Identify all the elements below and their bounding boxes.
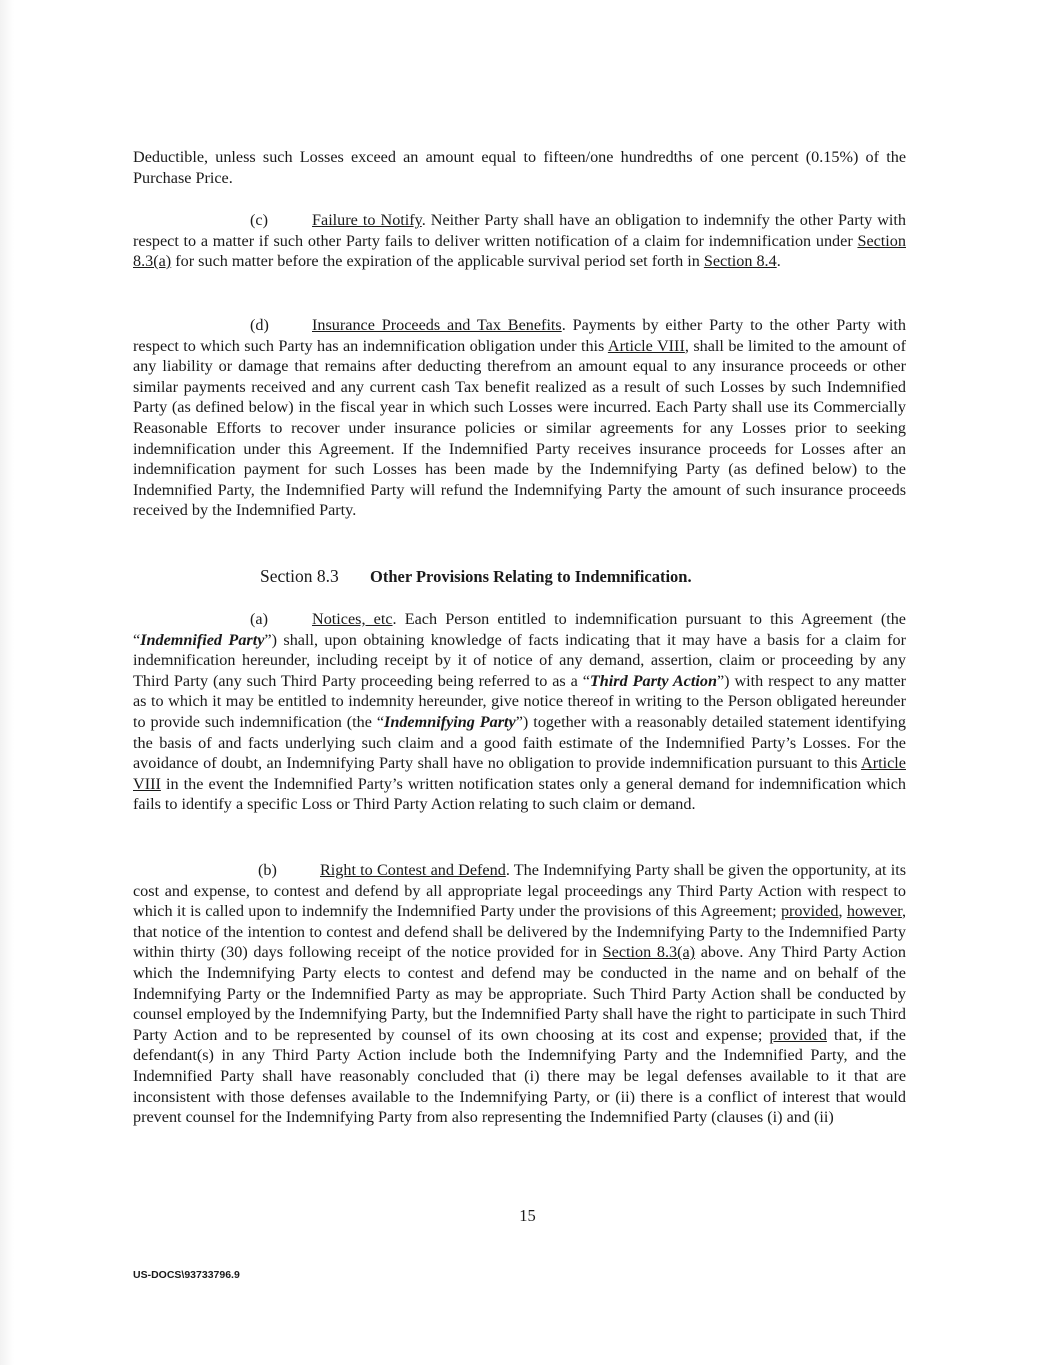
defined-term: Indemnified Party — [140, 630, 265, 649]
section-ref-link: Section 8.4 — [703, 252, 777, 271]
paragraph-continued-text: Deductible, unless such Losses exceed an amount equal to fifteen/one hundredths of one percent (0.15%) of the Purchase Price. — [133, 148, 906, 187]
clause-d-title: Insurance Proceeds and Tax Benefits — [312, 316, 562, 334]
clause-d-label: (d) — [250, 316, 269, 334]
clause-c: (c) Failure to Notify. Neither Party shall have an obligation to indemnify the other Party with respect to a matter if such other Party fails to deliver written notification of a claim for indemnification under Section 8.3(a) for such matter before the expiration of the applicable survival period set forth in Section 8.4. — [133, 211, 906, 271]
section-number: Section 8.3 — [260, 566, 339, 586]
defined-term: Indemnifying Party — [384, 712, 516, 731]
section-ref-link: Section 8.3(a) — [133, 231, 906, 271]
however-term: however — [846, 902, 902, 921]
clause-d: (d) Insurance Proceeds and Tax Benefits. Payments by either Party to the other Party with respect to which such Party has an indemnification obligation under this Article VIII, shall be limited to the amount of any liability or damage that remains after deducting therefrom an amount equal to any insurance proceeds or other similar payments received and any current cash Tax benefit realized as a result of such Losses by such Indemnified Party (as defined below) in the fiscal year in which such Losses were incurred. Each Party shall use its Commercially Reasonable Efforts to recover under insurance policies or similar agreements for any Losses prior to seeking indemnification under this Agreement. If the Indemnified Party receives insurance proceeds for Losses after an indemnification payment for such Losses has been made by the Indemnifying Party (as defined below) to the Indemnified Party, the Indemnified Party will refund the Indemnifying Party the amount of such insurance proceeds received by the Indemnified Party. — [133, 316, 907, 520]
clause-b: (b) Right to Contest and Defend. The Indemnifying Party shall be given the opportunity, at its cost and expense, to contest and defend by all appropriate legal proceedings any Third Party Action with respect to which it is called upon to indemnify the Indemnified Party under the provisions of this Agreement; provided, however, that notice of the intention to contest and defend shall be delivered by the Indemnifying Party to the Indemnified Party within thirty (30) days following receipt of the notice provided for in Section 8.3(a) above. Any Third Party Action which the Indemnifying Party elects to contest and defend may be conducted in the name and on behalf of the Indemnifying Party or the Indemnified Party as may be appropriate. Such Third Party Action shall be conducted by counsel employed by the Indemnifying Party, but the Indemnified Party shall have the right to participate in such Third Party Action and to be represented by counsel of its own choosing at its cost and expense; provided that, if the defendant(s) in any Third Party Action include both the Indemnifying Party and the Indemnified Party, and the Indemnified Party shall have reasonably concluded that (i) there may be legal defenses available to it that are inconsistent with those defenses available to the Indemnifying Party, or (ii) there is a conflict of interest that would prevent counsel for the Indemnifying Party from also representing the Indemnified Party (clauses (i) and (ii) — [133, 861, 907, 1127]
provided-term: provided — [780, 902, 839, 921]
scan-edge-shadow — [0, 0, 14, 1365]
article-ref-link: Article VIII — [133, 754, 906, 793]
section-ref-link: Section 8.3(a) — [602, 943, 696, 962]
article-ref-link: Article VIII — [607, 336, 685, 355]
section-title: Other Provisions Relating to Indemnification. — [370, 567, 692, 586]
defined-term: Third Party Action — [589, 671, 717, 690]
section-heading — [260, 565, 692, 588]
provided-term: provided — [769, 1025, 827, 1044]
clause-a-label: (a) — [250, 610, 268, 628]
document-id: US-DOCS\93733796.9 — [133, 1269, 240, 1281]
clause-c-title: Failure to Notify — [312, 211, 422, 229]
clause-b-label: (b) — [258, 861, 277, 879]
clause-a-title: Notices, etc — [312, 610, 393, 628]
clause-a: (a) Notices, etc. Each Person entitled to indemnification pursuant to this Agreement (the “Indemnified Party”) shall, upon obtaining knowledge of facts indicating that it may have a basis for a claim for indemnification hereunder, including receipt by it of notice of any demand, assertion, claim or proceeding by any Third Party (any such Third Party proceeding being referred to as a “Third Party Action”) with respect to any matter as to which it may be entitled to indemnity hereunder, give notice thereof in writing to the Person obligated hereunder to provide such indemnification (the “Indemnifying Party”) together with a reasonably detailed statement identifying the basis of and facts underlying such claim and a good faith estimate of the Indemnified Party’s Losses. For the avoidance of doubt, an Indemnifying Party shall have no obligation to provide indemnification pursuant to this Article VIII in the event the Indemnified Party’s written notification states only a general demand for indemnification which fails to identify a specific Loss or Third Party Action relating to such claim or demand. — [133, 610, 907, 814]
paragraph-continued — [133, 147, 906, 188]
clause-c-label: (c) — [250, 211, 268, 229]
clause-b-title: Right to Contest and Defend — [320, 861, 506, 879]
page-number: 15 — [519, 1206, 536, 1225]
